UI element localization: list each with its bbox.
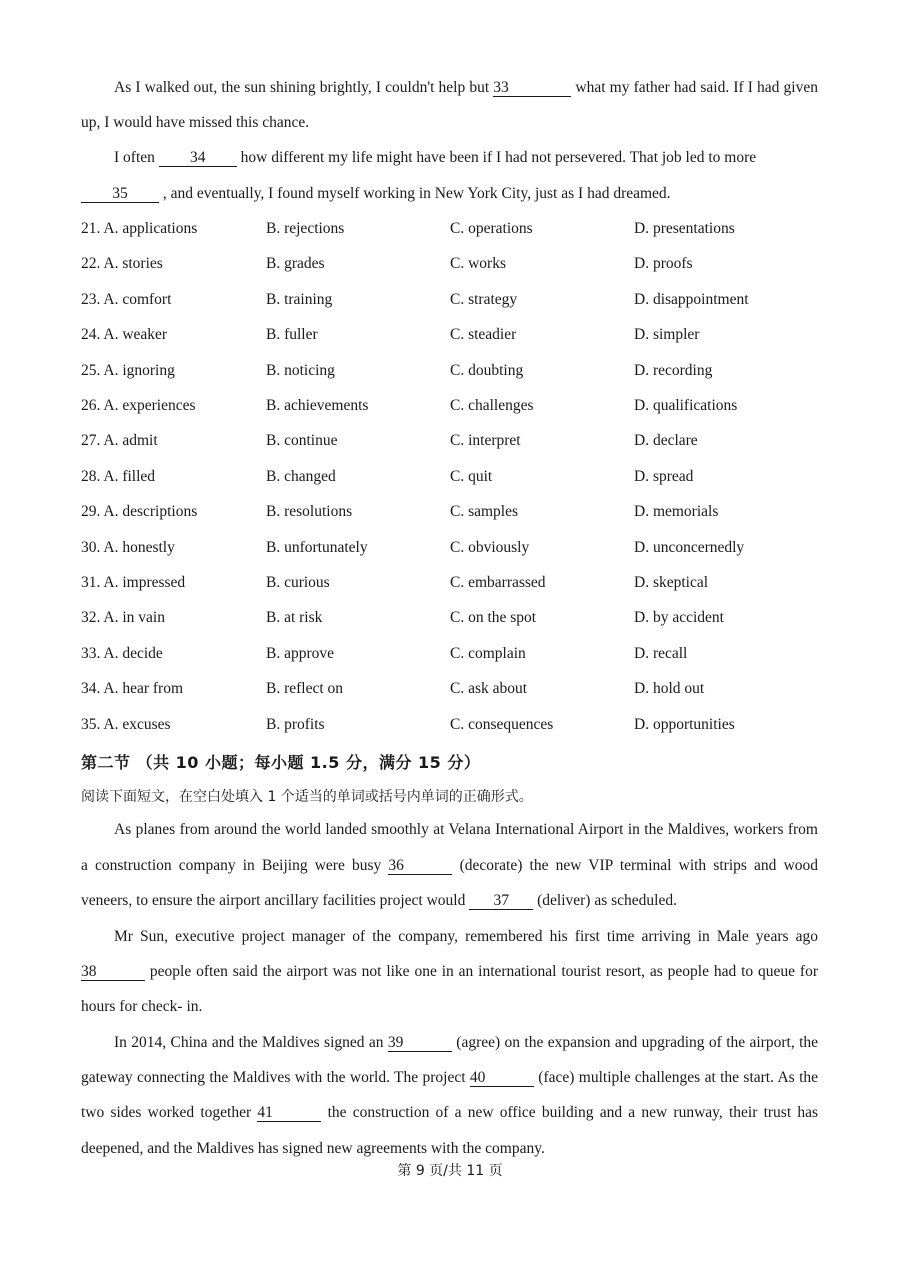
option-a: 23. A. comfort <box>81 290 172 308</box>
option-b: B. approve <box>266 644 335 662</box>
option-c: C. doubting <box>450 361 524 379</box>
passage1-line: up, I would have missed this chance. <box>81 114 310 131</box>
option-a: 33. A. decide <box>81 644 163 662</box>
option-b: B. unfortunately <box>266 538 368 556</box>
option-row <box>81 325 818 345</box>
option-a: 22. A. stories <box>81 255 163 273</box>
option-b: B. fuller <box>266 326 318 344</box>
blank-40: 40 <box>470 1070 534 1087</box>
option-c: C. works <box>450 255 506 273</box>
passage2-line: As planes from around the world landed smoothly at Velana International Airport in the Maldives, workers from <box>114 821 818 838</box>
blank-38: 38 <box>81 964 145 981</box>
option-a: 31. A. impressed <box>81 574 186 591</box>
passage2-line: deepened, and the Maldives has signed new agreements with the company. <box>81 1140 545 1157</box>
option-d: D. spread <box>634 467 694 485</box>
option-row <box>81 431 818 451</box>
option-d: D. presentations <box>634 220 735 237</box>
option-a: 27. A. admit <box>81 432 158 450</box>
section-instruction: 阅读下面短文，在空白处填入 1 个适当的单词或括号内单词的正确形式。 <box>81 789 533 805</box>
text-segment: people often said the airport was not like one in an international tourist resort, as people had to queue for <box>149 963 819 980</box>
option-d: D. skeptical <box>634 574 709 591</box>
option-c: C. operations <box>450 220 533 237</box>
passage2-line-36 <box>81 856 818 876</box>
option-c: C. ask about <box>450 680 528 698</box>
blank-37: 37 <box>469 893 533 910</box>
option-b: B. changed <box>266 467 336 485</box>
option-c: C. quit <box>450 467 493 485</box>
option-c: C. samples <box>450 503 519 521</box>
option-b: B. training <box>266 290 333 308</box>
option-row <box>81 679 818 699</box>
option-row <box>81 538 818 558</box>
option-row <box>81 467 818 487</box>
option-c: C. on the spot <box>450 609 537 627</box>
text-segment: how different my life might have been if I had not persevered. That job led to more <box>240 149 757 166</box>
blank-33: 33 <box>493 80 571 97</box>
option-row <box>81 502 818 522</box>
passage2-line-41 <box>81 1103 818 1123</box>
option-row <box>81 290 818 310</box>
option-a: 35. A. excuses <box>81 715 171 733</box>
option-b: B. grades <box>266 255 325 273</box>
option-d: D. by accident <box>634 609 724 627</box>
text-segment: As I walked out, the sun shining brightly, I couldn't help but <box>114 79 490 96</box>
option-d: D. memorials <box>634 503 719 521</box>
option-d: D. disappointment <box>634 290 749 308</box>
option-b: B. curious <box>266 574 330 591</box>
option-c: C. obviously <box>450 538 530 556</box>
option-row <box>81 254 818 274</box>
text-segment: the construction of a new office building and a new runway, their trust has <box>327 1104 819 1121</box>
passage2-line: Mr Sun, executive project manager of the company, remembered his first time arriving in Male years ago <box>114 928 818 945</box>
text-segment: In 2014, China and the Maldives signed an <box>114 1034 384 1051</box>
blank-36: 36 <box>388 858 452 875</box>
page-footer: 第 9 页/共 11 页 <box>397 1163 503 1179</box>
option-row <box>81 715 818 735</box>
blank-41: 41 <box>257 1105 321 1122</box>
passage2-line-39 <box>114 1033 818 1053</box>
option-b: B. achievements <box>266 397 369 414</box>
blank-39: 39 <box>388 1035 452 1052</box>
text-segment: (decorate) the new VIP terminal with strips and wood <box>459 857 819 874</box>
option-d: D. recording <box>634 361 713 379</box>
blank-35: 35 <box>81 186 159 203</box>
option-d: D. recall <box>634 644 688 662</box>
option-b: B. at risk <box>266 609 323 627</box>
option-c: C. steadier <box>450 326 517 344</box>
text-segment: (agree) on the expansion and upgrading of the airport, the <box>456 1034 818 1051</box>
option-d: D. qualifications <box>634 397 738 414</box>
passage2-line-38 <box>81 962 818 982</box>
option-d: D. hold out <box>634 680 705 698</box>
passage1-line-33 <box>114 78 818 98</box>
text-segment: two sides worked together <box>81 1104 252 1121</box>
option-a: 30. A. honestly <box>81 538 175 556</box>
option-b: B. reflect on <box>266 680 344 698</box>
text-segment: a construction company in Beijing were busy <box>81 857 382 874</box>
option-c: C. embarrassed <box>450 574 546 591</box>
text-segment: (face) multiple challenges at the start. As the <box>538 1069 819 1086</box>
text-segment: veneers, to ensure the airport ancillary facilities project would <box>81 892 466 909</box>
option-row <box>81 396 818 416</box>
option-row <box>81 219 818 239</box>
option-b: B. resolutions <box>266 503 353 521</box>
section-title: 第二节 （共 10 小题；每小题 1.5 分，满分 15 分） <box>81 753 481 772</box>
text-segment: gateway connecting the Maldives with the world. The project <box>81 1069 466 1086</box>
option-b: B. rejections <box>266 220 345 237</box>
option-d: D. declare <box>634 432 698 450</box>
text-segment: I often <box>114 149 155 166</box>
option-a: 29. A. descriptions <box>81 503 198 521</box>
passage2-line: hours for check- in. <box>81 998 203 1015</box>
option-row <box>81 573 818 593</box>
option-a: 25. A. ignoring <box>81 361 175 379</box>
text-segment: , and eventually, I found myself working in New York City, just as I had dreamed. <box>162 185 671 202</box>
text-segment: what my father had said. If I had given <box>575 79 818 96</box>
option-c: C. strategy <box>450 290 518 308</box>
text-segment: (deliver) as scheduled. <box>537 892 677 909</box>
option-c: C. consequences <box>450 715 554 733</box>
option-c: C. challenges <box>450 397 534 414</box>
option-a: 34. A. hear from <box>81 680 184 698</box>
option-b: B. noticing <box>266 361 335 379</box>
option-d: D. unconcernedly <box>634 538 745 556</box>
option-a: 21. A. applications <box>81 220 198 237</box>
blank-34: 34 <box>159 150 237 167</box>
option-a: 28. A. filled <box>81 467 156 485</box>
option-a: 24. A. weaker <box>81 326 168 344</box>
option-d: D. opportunities <box>634 715 735 733</box>
passage1-line-35 <box>81 184 818 204</box>
option-b: B. profits <box>266 715 325 733</box>
option-a: 26. A. experiences <box>81 397 196 414</box>
passage2-line-37 <box>81 891 818 911</box>
option-c: C. interpret <box>450 432 521 450</box>
option-row <box>81 608 818 628</box>
option-a: 32. A. in vain <box>81 609 165 627</box>
option-d: D. proofs <box>634 255 693 273</box>
passage1-line-34 <box>114 148 818 168</box>
option-row <box>81 644 818 664</box>
passage2-line-40 <box>81 1068 818 1088</box>
option-b: B. continue <box>266 432 338 450</box>
option-c: C. complain <box>450 644 526 662</box>
option-d: D. simpler <box>634 326 700 344</box>
option-row <box>81 361 818 381</box>
